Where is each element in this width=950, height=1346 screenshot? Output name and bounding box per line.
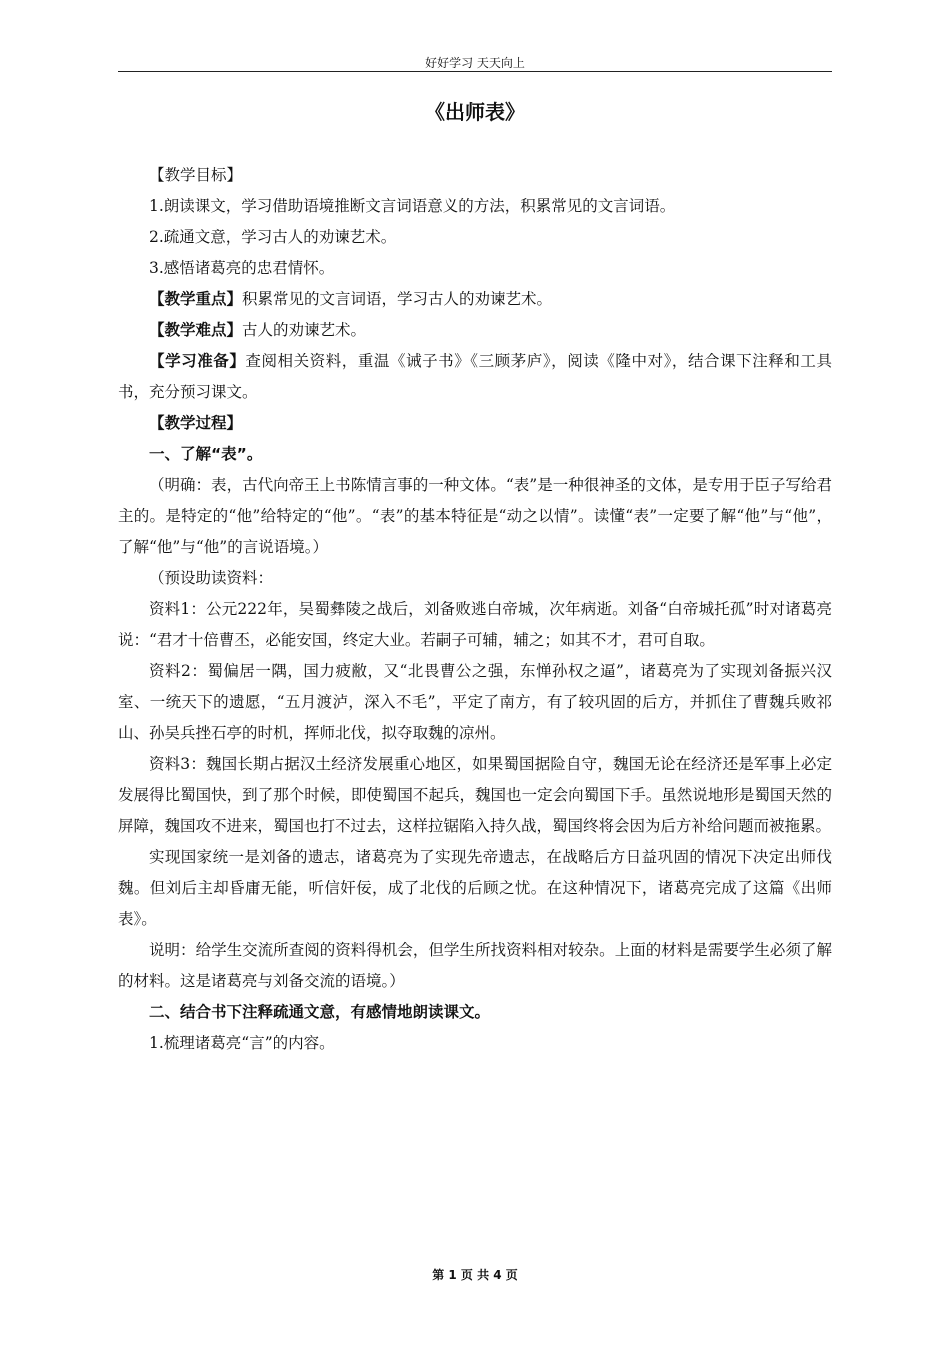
goals-heading: 【教学目标】: [149, 166, 243, 184]
key-point-text: 积累常见的文言词语，学习古人的劝谏艺术。: [242, 290, 553, 308]
preparation: [118, 346, 832, 408]
step-2-heading: 二、结合书下注释疏通文意，有感情地朗读课文。: [149, 1003, 491, 1021]
key-point: [118, 284, 832, 315]
note-paragraph: 说明：给学生交流所查阅的资料得机会，但学生所找资料相对较杂。上面的材料是需要学生必须了解的材料。这是诸葛亮与刘备交流的语境。）: [118, 941, 832, 990]
material-1: 资料1：公元222年，吴蜀彝陵之战后，刘备败逃白帝城，次年病逝。刘备“白帝城托孤”时对诸葛亮说：“君才十倍曹丕，必能安国，终定大业。若嗣子可辅，辅之；如其不才，君可自取。: [118, 600, 832, 649]
header-rule: [118, 71, 832, 72]
material-2: 资料2：蜀偏居一隅，国力疲敝，又“北畏曹公之强，东惮孙权之逼”，诸葛亮为了实现刘备振兴汉室、一统天下的遗愿，“五月渡泸，深入不毛”，平定了南方，有了较巩固的后方，并抓住了曹魏兵败祁山、孙吴兵挫石亭的时机，挥师北伐，拟夺取魏的凉州。: [118, 662, 832, 742]
difficulty: [118, 315, 832, 346]
step-2-item-1: 1.梳理诸葛亮“言”的内容。: [149, 1034, 335, 1052]
document-body: [118, 160, 832, 1059]
preparation-label: 【学习准备】: [149, 352, 246, 370]
process-heading: 【教学过程】: [149, 414, 243, 432]
step-1-heading: 一、了解“表”。: [149, 445, 263, 463]
goal-1: 1.朗读课文，学习借助语境推断文言词语意义的方法，积累常见的文言词语。: [149, 197, 676, 215]
key-point-label: 【教学重点】: [149, 290, 243, 308]
material-3: 资料3：魏国长期占据汉土经济发展重心地区，如果蜀国据险自守，魏国无论在经济还是军事上必定发展得比蜀国快，到了那个时候，即使蜀国不起兵，魏国也一定会向蜀国下手。虽然说地形是蜀国天然的屏障，魏国攻不进来，蜀国也打不过去，这样拉锯陷入持久战，蜀国终将会因为后方补给问题而被拖累。: [118, 755, 832, 835]
preparation-text: 查阅相关资料，重温《诫子书》《三顾茅庐》，阅读《隆中对》，结合课下注释和工具书，充分预习课文。: [118, 352, 832, 401]
difficulty-label: 【教学难点】: [149, 321, 243, 339]
goal-2: 2.疏通文意，学习古人的劝谏艺术。: [149, 228, 397, 246]
preset-materials-intro: （预设助读资料：: [149, 569, 274, 587]
document-title: 《出师表》: [425, 100, 525, 124]
summary-paragraph: 实现国家统一是刘备的遗志，诸葛亮为了实现先帝遗志，在战略后方日益巩固的情况下决定出师伐魏。但刘后主却昏庸无能，听信奸佞，成了北伐的后顾之忧。在这种情况下，诸葛亮完成了这篇《出师表》。: [118, 848, 832, 928]
difficulty-text: 古人的劝谏艺术。: [242, 321, 367, 339]
page-footer: 第 1 页 共 4 页: [432, 1268, 518, 1282]
goal-3: 3.感悟诸葛亮的忠君情怀。: [149, 259, 335, 277]
page-header: 好好学习 天天向上: [425, 56, 525, 70]
explanation-paragraph: （明确：表，古代向帝王上书陈情言事的一种文体。“表”是一种很神圣的文体，是专用于臣子写给君主的。是特定的“他”给特定的“他”。“表”的基本特征是“动之以情”。读懂“表”一定要了解“他”与“他”，了解“他”与“他”的言说语境。）: [118, 476, 832, 556]
